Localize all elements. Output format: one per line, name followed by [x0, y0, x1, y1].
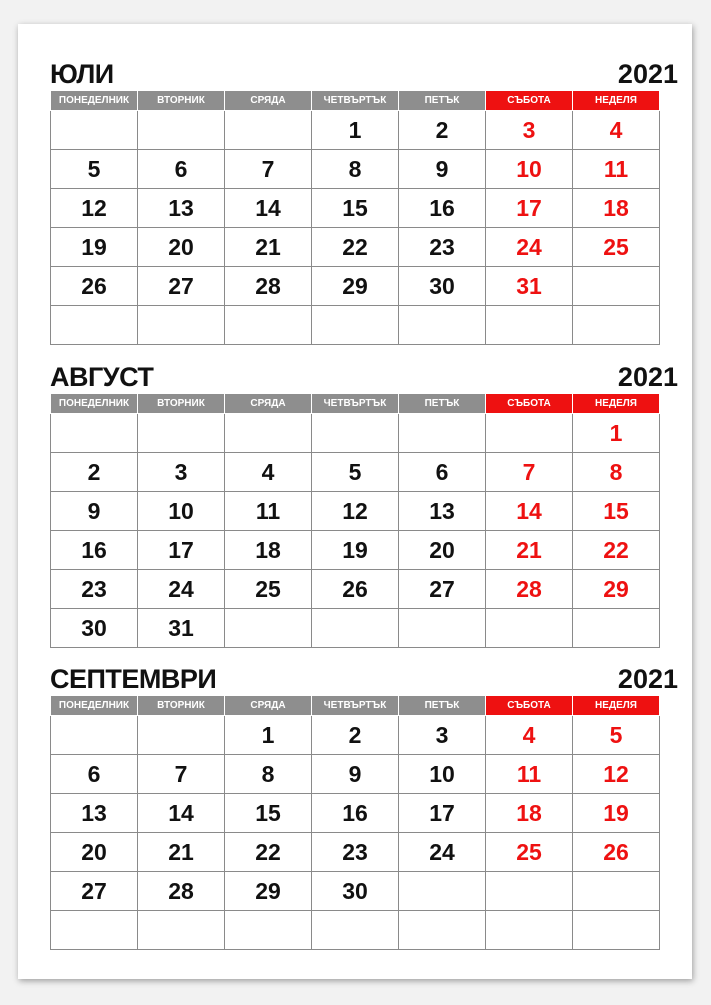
day-cell: 10: [399, 755, 486, 794]
day-cell: 4: [573, 111, 660, 150]
empty-day-cell: [51, 911, 138, 950]
day-cell: 21: [225, 228, 312, 267]
day-cell: 11: [486, 755, 573, 794]
month-header: [50, 363, 678, 393]
weekday-label: СРЯДА: [225, 394, 312, 414]
empty-day-cell: [486, 911, 573, 950]
empty-day-cell: [225, 609, 312, 648]
day-cell: 12: [51, 189, 138, 228]
month-name: ЮЛИ: [50, 59, 114, 89]
day-cell: 26: [51, 267, 138, 306]
empty-day-cell: [51, 306, 138, 345]
empty-day-cell: [225, 911, 312, 950]
week-row: [51, 833, 660, 872]
day-cell: 31: [138, 609, 225, 648]
day-cell: 12: [312, 492, 399, 531]
weekday-header-row: [51, 91, 660, 111]
day-cell: 17: [399, 794, 486, 833]
week-row: [51, 150, 660, 189]
week-row: [51, 911, 660, 950]
day-cell: 20: [51, 833, 138, 872]
week-row: [51, 794, 660, 833]
day-cell: 9: [399, 150, 486, 189]
empty-day-cell: [138, 414, 225, 453]
week-row: [51, 453, 660, 492]
empty-day-cell: [312, 414, 399, 453]
empty-day-cell: [312, 609, 399, 648]
weekday-label: НЕДЕЛЯ: [573, 91, 660, 111]
day-cell: 23: [312, 833, 399, 872]
day-cell: 23: [399, 228, 486, 267]
day-cell: 24: [486, 228, 573, 267]
week-row: [51, 492, 660, 531]
day-cell: 10: [486, 150, 573, 189]
day-cell: 17: [486, 189, 573, 228]
day-cell: 30: [51, 609, 138, 648]
day-cell: 27: [138, 267, 225, 306]
day-cell: 8: [225, 755, 312, 794]
day-cell: 19: [51, 228, 138, 267]
week-row: [51, 111, 660, 150]
empty-day-cell: [399, 911, 486, 950]
empty-day-cell: [138, 716, 225, 755]
weekday-label: ПЕТЪК: [399, 696, 486, 716]
day-cell: 6: [51, 755, 138, 794]
weeks-body: [51, 414, 660, 648]
day-cell: 25: [573, 228, 660, 267]
day-cell: 29: [312, 267, 399, 306]
day-cell: 14: [225, 189, 312, 228]
day-cell: 12: [573, 755, 660, 794]
day-cell: 28: [138, 872, 225, 911]
empty-day-cell: [51, 414, 138, 453]
day-cell: 17: [138, 531, 225, 570]
weekday-label: СРЯДА: [225, 91, 312, 111]
month-grid: [50, 90, 660, 345]
day-cell: 4: [486, 716, 573, 755]
empty-day-cell: [486, 609, 573, 648]
month-year: 2021: [617, 362, 678, 392]
weekday-label: ВТОРНИК: [138, 91, 225, 111]
day-cell: 31: [486, 267, 573, 306]
day-cell: 13: [138, 189, 225, 228]
weekday-label: ПОНЕДЕЛНИК: [51, 91, 138, 111]
day-cell: 3: [138, 453, 225, 492]
day-cell: 27: [399, 570, 486, 609]
day-cell: 5: [51, 150, 138, 189]
day-cell: 26: [573, 833, 660, 872]
day-cell: 21: [138, 833, 225, 872]
day-cell: 2: [51, 453, 138, 492]
week-row: [51, 228, 660, 267]
empty-day-cell: [138, 111, 225, 150]
day-cell: 22: [573, 531, 660, 570]
weekday-label: ПОНЕДЕЛНИК: [51, 394, 138, 414]
weekday-label: ЧЕТВЪРТЪК: [312, 91, 399, 111]
day-cell: 15: [573, 492, 660, 531]
weekday-label: ПЕТЪК: [399, 91, 486, 111]
day-cell: 24: [399, 833, 486, 872]
day-cell: 16: [399, 189, 486, 228]
empty-day-cell: [486, 872, 573, 911]
day-cell: 25: [225, 570, 312, 609]
month-year: 2021: [617, 664, 678, 694]
day-cell: 20: [138, 228, 225, 267]
day-cell: 11: [573, 150, 660, 189]
weekday-label: ПОНЕДЕЛНИК: [51, 696, 138, 716]
day-cell: 28: [225, 267, 312, 306]
day-cell: 15: [312, 189, 399, 228]
empty-day-cell: [399, 414, 486, 453]
week-row: [51, 189, 660, 228]
day-cell: 5: [312, 453, 399, 492]
weekday-label: НЕДЕЛЯ: [573, 394, 660, 414]
day-cell: 18: [225, 531, 312, 570]
day-cell: 5: [573, 716, 660, 755]
month-year: 2021: [617, 59, 678, 89]
calendar-page: [18, 24, 692, 979]
day-cell: 1: [573, 414, 660, 453]
day-cell: 13: [51, 794, 138, 833]
day-cell: 7: [138, 755, 225, 794]
day-cell: 18: [486, 794, 573, 833]
day-cell: 3: [486, 111, 573, 150]
empty-day-cell: [573, 911, 660, 950]
day-cell: 26: [312, 570, 399, 609]
empty-day-cell: [573, 267, 660, 306]
weekday-label: ЧЕТВЪРТЪК: [312, 696, 399, 716]
day-cell: 16: [312, 794, 399, 833]
weekday-label: ВТОРНИК: [138, 394, 225, 414]
week-row: [51, 716, 660, 755]
day-cell: 3: [399, 716, 486, 755]
day-cell: 8: [573, 453, 660, 492]
day-cell: 6: [399, 453, 486, 492]
empty-day-cell: [225, 111, 312, 150]
empty-day-cell: [573, 872, 660, 911]
day-cell: 19: [573, 794, 660, 833]
month-grid: [50, 393, 660, 648]
month-block-july: [50, 60, 678, 345]
weekday-label: СЪБОТА: [486, 394, 573, 414]
day-cell: 9: [312, 755, 399, 794]
day-cell: 1: [312, 111, 399, 150]
day-cell: 21: [486, 531, 573, 570]
day-cell: 13: [399, 492, 486, 531]
day-cell: 18: [573, 189, 660, 228]
day-cell: 22: [225, 833, 312, 872]
empty-day-cell: [51, 111, 138, 150]
empty-day-cell: [138, 911, 225, 950]
week-row: [51, 306, 660, 345]
day-cell: 1: [225, 716, 312, 755]
week-row: [51, 414, 660, 453]
weekday-label: ЧЕТВЪРТЪК: [312, 394, 399, 414]
week-row: [51, 531, 660, 570]
day-cell: 25: [486, 833, 573, 872]
day-cell: 14: [138, 794, 225, 833]
weekday-label: СЪБОТА: [486, 91, 573, 111]
day-cell: 30: [399, 267, 486, 306]
weekday-label: ВТОРНИК: [138, 696, 225, 716]
empty-day-cell: [225, 306, 312, 345]
weekday-label: СРЯДА: [225, 696, 312, 716]
day-cell: 7: [486, 453, 573, 492]
weekday-label: СЪБОТА: [486, 696, 573, 716]
month-name: СЕПТЕМВРИ: [50, 664, 217, 694]
day-cell: 15: [225, 794, 312, 833]
day-cell: 2: [312, 716, 399, 755]
week-row: [51, 872, 660, 911]
day-cell: 8: [312, 150, 399, 189]
week-row: [51, 267, 660, 306]
month-block-august: [50, 363, 678, 648]
empty-day-cell: [312, 911, 399, 950]
weekday-label: ПЕТЪК: [399, 394, 486, 414]
empty-day-cell: [399, 872, 486, 911]
month-grid: [50, 695, 660, 950]
week-row: [51, 570, 660, 609]
empty-day-cell: [486, 414, 573, 453]
day-cell: 22: [312, 228, 399, 267]
weekday-header-row: [51, 394, 660, 414]
empty-day-cell: [138, 306, 225, 345]
month-block-september: [50, 665, 678, 950]
day-cell: 10: [138, 492, 225, 531]
empty-day-cell: [486, 306, 573, 345]
day-cell: 30: [312, 872, 399, 911]
day-cell: 14: [486, 492, 573, 531]
day-cell: 29: [225, 872, 312, 911]
day-cell: 4: [225, 453, 312, 492]
weekday-header-row: [51, 696, 660, 716]
month-header: [50, 665, 678, 695]
empty-day-cell: [312, 306, 399, 345]
day-cell: 27: [51, 872, 138, 911]
day-cell: 20: [399, 531, 486, 570]
empty-day-cell: [573, 609, 660, 648]
day-cell: 23: [51, 570, 138, 609]
day-cell: 11: [225, 492, 312, 531]
week-row: [51, 609, 660, 648]
day-cell: 9: [51, 492, 138, 531]
empty-day-cell: [225, 414, 312, 453]
weeks-body: [51, 716, 660, 950]
month-name: АВГУСТ: [50, 362, 154, 392]
day-cell: 6: [138, 150, 225, 189]
empty-day-cell: [573, 306, 660, 345]
day-cell: 29: [573, 570, 660, 609]
day-cell: 19: [312, 531, 399, 570]
weekday-label: НЕДЕЛЯ: [573, 696, 660, 716]
day-cell: 2: [399, 111, 486, 150]
empty-day-cell: [399, 609, 486, 648]
day-cell: 16: [51, 531, 138, 570]
week-row: [51, 755, 660, 794]
empty-day-cell: [399, 306, 486, 345]
day-cell: 28: [486, 570, 573, 609]
day-cell: 7: [225, 150, 312, 189]
day-cell: 24: [138, 570, 225, 609]
empty-day-cell: [51, 716, 138, 755]
month-header: [50, 60, 678, 90]
weeks-body: [51, 111, 660, 345]
